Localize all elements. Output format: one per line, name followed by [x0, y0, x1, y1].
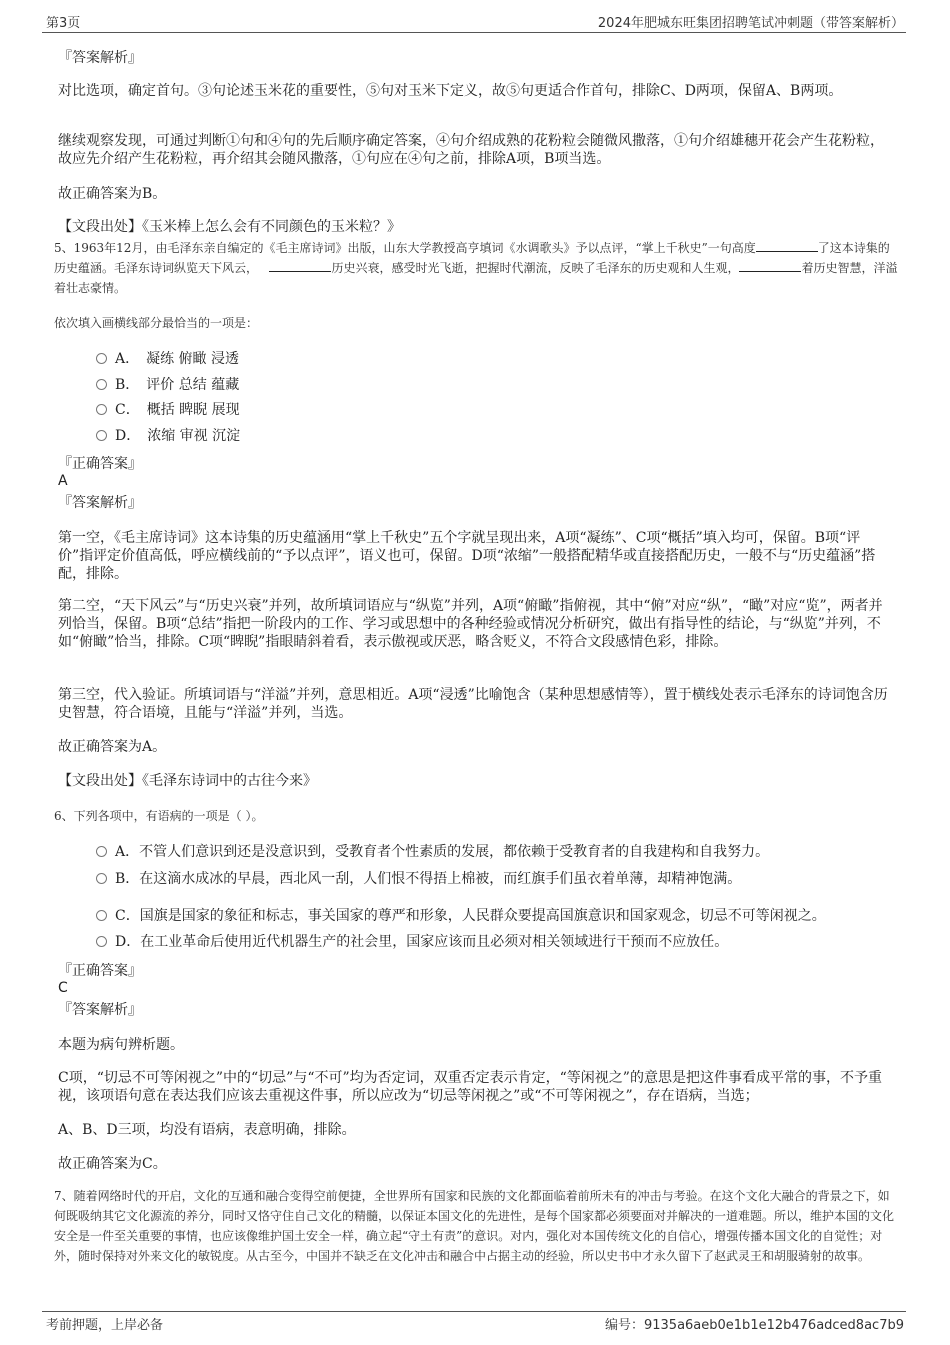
q4-analysis-label: 『答案解析』	[58, 50, 142, 66]
q6-option-d-label: D．在工业革命后使用近代机器生产的社会里，国家应该而且必须对相关领域进行干预而不应放任。	[115, 934, 729, 950]
q5-analysis-p1: 第一空，《毛主席诗词》这本诗集的历史蕴涵用“掌上千秋史”五个字就呈现出来，A项“凝练”、C项“概括”填入均可，保留。B项“评价”指评定价值高低，呼应横线前的“予以点评”，语义也可，保留。D项“浓缩”一般搭配精华或直接搭配历史，一般不与“历史蕴涵”搭配，排除。	[58, 530, 876, 582]
page-number: 第3页	[46, 16, 81, 31]
radio-icon[interactable]	[96, 379, 107, 390]
q6-option-c-label: C．国旗是国家的象征和标志，事关国家的尊严和形象，人民群众要提高国旗意识和国家观念，切忌不可等闲视之。	[115, 908, 826, 924]
q5-correct-answer: A	[58, 473, 68, 489]
q6-stem: 6、下列各项中，有语病的一项是（ ）。	[54, 809, 264, 823]
q5-option-a[interactable]	[96, 350, 239, 368]
q6-analysis-p2: C项，“切忌不可等闲视之”中的“切忌”与“不可”均为否定词，双重否定表示肯定，“等闲视之”的意思是把这件事看成平常的事，不予重视，该项语句意在表达我们应该去重视这件事，所以应改为“切忌等闲视之”或“不可等闲视之”，存在语病，当选；	[58, 1070, 882, 1104]
q6-correct-label: 『正确答案』	[58, 963, 142, 979]
q5-option-c[interactable]	[96, 401, 240, 419]
q6-option-a[interactable]	[96, 843, 769, 861]
q5-stem-part-a: 5、1963年12月，由毛泽东亲自编定的《毛主席诗词》出版，山东大学教授高亨填词《水调歌头》予以点评，“掌上千秋史”一句高度	[54, 241, 756, 255]
q6-correct-answer: C	[58, 980, 68, 996]
q5-blank-3	[739, 259, 801, 272]
radio-icon[interactable]	[96, 353, 107, 364]
document-title: 2024年肥城东旺集团招聘笔试冲刺题（带答案解析）	[597, 16, 904, 31]
q5-source: 【文段出处】《毛泽东诗词中的古往今来》	[58, 773, 317, 789]
radio-icon[interactable]	[96, 846, 107, 857]
q6-answer: 故正确答案为C。	[58, 1156, 167, 1172]
q5-correct-label: 『正确答案』	[58, 456, 142, 472]
q4-source: 【文段出处】《玉米棒上怎么会有不同颜色的玉米粒？》	[58, 219, 401, 235]
q5-stem-part-b: 了这本诗集的历史蕴涵。毛泽东诗词纵览天下风云，	[54, 241, 890, 275]
q6-analysis-p3: A、B、D三项，均没有语病，表意明确，排除。	[58, 1122, 356, 1138]
q5-analysis-p3: 第三空，代入验证。所填词语与“洋溢”并列，意思相近。A项“浸透”比喻饱含（某种思想感情等），置于横线处表示毛泽东的诗词饱含历史智慧，符合语境，且能与“洋溢”并列，当选。	[58, 687, 888, 721]
q4-analysis-p2: 继续观察发现，可通过判断①句和④句的先后顺序确定答案，④句介绍成熟的花粉粒会随微风撒落，①句介绍雄穗开花会产生花粉粒，故应先介绍产生花粉粒，再介绍其会随风撒落，①句应在④句之前，排除A项，B项当选。	[58, 133, 884, 167]
footer-slogan: 考前押题，上岸必备	[46, 1318, 164, 1333]
footer-divider	[42, 1311, 906, 1312]
q5-stem-part-d: 着历史智慧，洋溢着壮志豪情。	[54, 261, 898, 295]
radio-icon[interactable]	[96, 430, 107, 441]
q5-option-b-label: B． 评价 总结 蕴藏	[115, 377, 240, 393]
radio-icon[interactable]	[96, 404, 107, 415]
q5-analysis-p2: 第二空，“天下风云”与“历史兴衰”并列，故所填词语应与“纵览”并列，A项“俯瞰”指俯视，其中“俯”对应“纵”，“瞰”对应“览”，两者并列恰当，保留。B项“总结”指把一阶段内的工作、学习或思想中的各种经验或情况分析研究，做出有指导性的结论，与“纵览”并列，不如“俯瞰”恰当，排除。C项“睥睨”指眼睛斜着看，表示傲视或厌恶，略含贬义，不符合文段感情色彩，排除。	[58, 598, 883, 650]
q5-option-a-label: A． 凝练 俯瞰 浸透	[115, 351, 240, 367]
q6-option-b-label: B．在这滴水成冰的早晨，西北风一刮，人们恨不得捂上棉被，而红旗手们虽衣着单薄，却精神饱满。	[115, 871, 742, 887]
q5-option-d[interactable]	[96, 427, 240, 445]
radio-icon[interactable]	[96, 910, 107, 921]
q5-analysis-label: 『答案解析』	[58, 495, 142, 511]
document-id: 编号：9135a6aeb0e1b1e12b476adced8ac7b9	[604, 1318, 904, 1333]
q5-answer: 故正确答案为A。	[58, 739, 167, 755]
q4-answer: 故正确答案为B。	[58, 186, 167, 202]
radio-icon[interactable]	[96, 936, 107, 947]
q6-analysis-label: 『答案解析』	[58, 1002, 142, 1018]
q7-stem: 7、随着网络时代的开启，文化的互通和融合变得空前便捷，全世界所有国家和民族的文化都面临着前所未有的冲击与考验。在这个文化大融合的背景之下，如何既吸纳其它文化源流的养分，同时又恪守住自己文化的精髓，以保证本国文化的先进性，是每个国家都必须要面对并解决的一道难题。所以，维护本国的文化安全是一件至关重要的事情，也应该像维护国土安全一样，确立起“守土有责”的意识。对内，强化对本国传统文化的自信心，增强传播本国文化的自觉性；对外，随时保持对外来文化的敏锐度。从古至今，中国并不缺乏在文化冲击和融合中占据主动的经验，所以史书中才永久留下了赵武灵王和胡服骑射的故事。	[54, 1189, 895, 1263]
header-divider	[42, 32, 906, 33]
q5-stem	[54, 238, 899, 298]
q5-blank-2	[269, 259, 331, 272]
q5-option-d-label: D． 浓缩 审视 沉淀	[115, 428, 241, 444]
q5-option-b[interactable]	[96, 376, 239, 394]
q4-analysis-p1: 对比选项，确定首句。③句论述玉米花的重要性，⑤句对玉米下定义，故⑤句更适合作首句，排除C、D两项，保留A、B两项。	[58, 83, 843, 99]
q5-stem-part-c: 历史兴衰，感受时光飞逝，把握时代潮流，反映了毛泽东的历史观和人生观，	[331, 261, 740, 275]
q6-option-a-label: A．不管人们意识到还是没意识到，受教育者个性素质的发展，都依赖于受教育者的自我建构和自我努力。	[115, 844, 770, 860]
radio-icon[interactable]	[96, 873, 107, 884]
q5-prompt: 依次填入画横线部分最恰当的一项是：	[54, 316, 259, 330]
q6-option-d[interactable]	[96, 933, 728, 951]
q5-option-c-label: C． 概括 睥睨 展现	[115, 402, 240, 418]
q6-analysis-p1: 本题为病句辨析题。	[58, 1037, 184, 1053]
q6-option-b[interactable]	[96, 870, 741, 888]
q6-option-c[interactable]	[96, 907, 826, 925]
q5-blank-1	[756, 239, 818, 252]
